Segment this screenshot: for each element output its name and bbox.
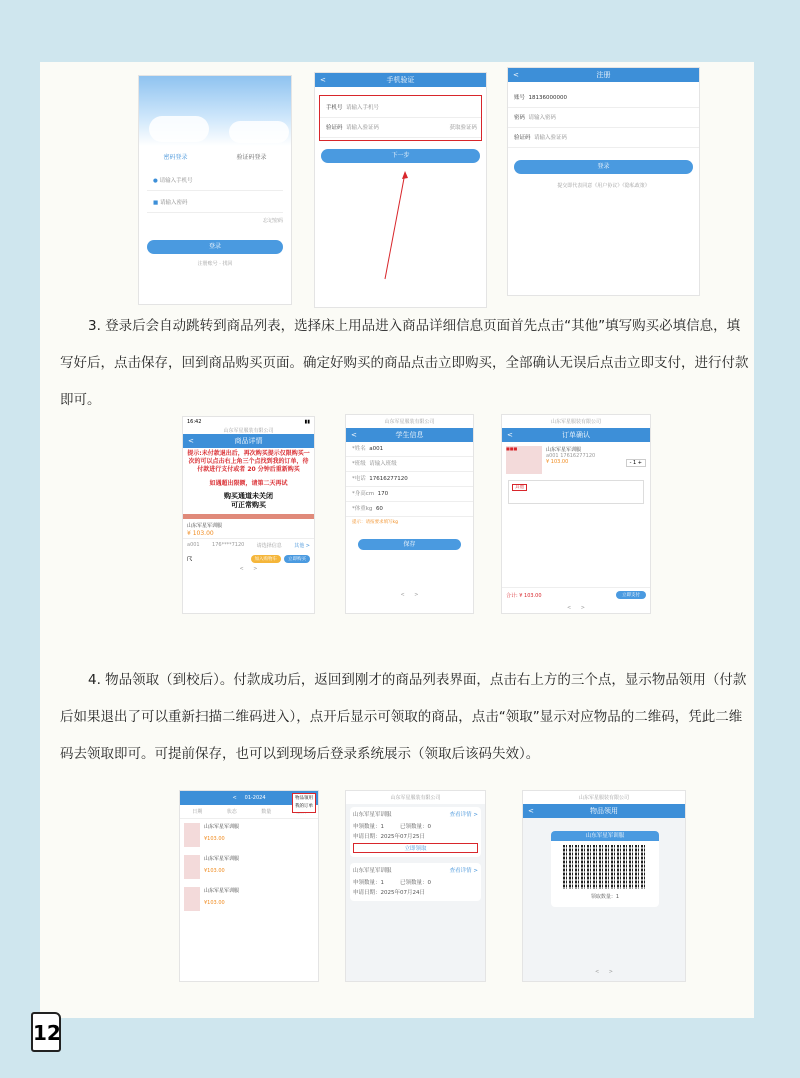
login-button[interactable]: 登录 [147, 240, 283, 254]
highlight-box [319, 95, 482, 141]
order-user: a001 [546, 453, 559, 459]
back-icon[interactable]: < [188, 437, 194, 445]
dropdown-menu [292, 793, 316, 813]
claimed-count: 已领数量：0 [400, 880, 431, 886]
forgot-link[interactable]: 忘记密码 [262, 218, 283, 224]
next-button[interactable]: 下一步 [321, 149, 480, 163]
channel-open-text: 购买通道未关闭 可正常购买 [224, 492, 273, 509]
request-date: 申请日期：2025年07月24日 [353, 890, 425, 896]
tab-code-login[interactable]: 验证码登录 [236, 154, 267, 161]
verify-title: 手机验证 [386, 76, 415, 84]
phone-input[interactable]: 请输入手机号 [346, 105, 380, 111]
item-price: ¥103.00 [204, 836, 225, 842]
page-number: 12 [31, 1012, 61, 1052]
qrcode-title: 物品领用 [590, 807, 618, 815]
register-button[interactable]: 登录 [514, 160, 693, 174]
claim-card [350, 807, 481, 857]
screenshot-qrcode [522, 790, 686, 982]
code-label: 验证码 [514, 135, 531, 141]
code-label: 验证码 [326, 125, 343, 131]
screenshot-claim-list [345, 790, 486, 982]
account-input[interactable]: 18136000000 [528, 95, 568, 101]
qrcode-product: 山东军星军训服 [551, 831, 659, 841]
col-status: 状态 [226, 809, 237, 815]
quantity-value: 1 [633, 460, 637, 466]
save-button[interactable]: 保存 [358, 539, 461, 550]
list-date: 01-2024 [244, 795, 266, 801]
login-banner [139, 76, 291, 146]
company-name: 山东军星服装有限公司 [223, 428, 274, 434]
password-input[interactable]: 请输入密码 [528, 115, 557, 121]
code-input[interactable]: 请输入验证码 [346, 125, 380, 131]
claimed-count: 已领数量：0 [400, 824, 431, 830]
weight-label: *体重kg [352, 506, 373, 512]
claim-count: 领取数量：1 [590, 894, 620, 900]
order-total: 合计: ¥ 103.00 [506, 592, 542, 599]
screenshot-login [138, 75, 292, 305]
other-link[interactable]: 其他 > [294, 543, 310, 549]
name-input[interactable]: a001 [369, 446, 384, 452]
other-info: 请选择信息 [256, 543, 282, 549]
back-icon[interactable]: < [320, 76, 326, 84]
nav-arrows[interactable]: < > [400, 592, 419, 598]
request-count: 申领数量：1 [353, 824, 384, 830]
phone-input[interactable]: 请输入手机号 [159, 178, 193, 184]
menu-item-orders[interactable]: 我的订单 [295, 804, 313, 809]
back-icon[interactable]: < [528, 807, 534, 815]
class-label: *班级 [352, 461, 366, 467]
detail-title: 商品详情 [234, 437, 263, 445]
claim-button[interactable]: 立即领取 [353, 843, 478, 853]
lock-icon: ■ [153, 200, 160, 206]
menu-item-claim[interactable]: 物品领用 [295, 796, 313, 801]
back-icon[interactable]: < [507, 431, 513, 439]
student-title: 学生信息 [395, 431, 424, 439]
company-name: 山东军星服装有限公司 [550, 419, 601, 425]
name-label: *姓名 [352, 446, 366, 452]
item-thumbnail [184, 823, 200, 847]
agreement-text: 提交即代表同意《用户协议》《隐私政策》 [557, 183, 650, 189]
weight-input[interactable]: 60 [375, 506, 383, 512]
other-tag[interactable]: 其他 [512, 484, 527, 491]
buy-now-button[interactable]: 立即购买 [284, 555, 310, 563]
order-phone: 17616277120 [560, 453, 596, 459]
send-code-button[interactable]: 获取验证码 [449, 125, 477, 131]
class-input[interactable]: 请输入班级 [369, 461, 397, 467]
nav-arrows[interactable]: < > [595, 969, 613, 975]
card-title: 山东军星军训服 [353, 812, 392, 818]
item-price: ¥103.00 [204, 868, 225, 874]
detail-link[interactable]: 查看详情 > [449, 812, 478, 818]
back-icon[interactable]: < [351, 431, 357, 439]
order-info-box [508, 480, 644, 504]
company-name: 山东军星服装有限公司 [384, 419, 435, 425]
screenshot-verify [314, 72, 487, 308]
screenshot-product-list [179, 790, 319, 982]
status-time: 16:42 [187, 419, 202, 425]
list-item[interactable] [180, 819, 318, 851]
item-name: 山东军星军训服 [204, 888, 240, 894]
quantity-stepper[interactable]: - 1 + [626, 459, 646, 467]
weight-tip: 提示：请按要求填写kg [352, 520, 398, 525]
arrow-annotation [315, 169, 487, 289]
tab-password-login[interactable]: 密码登录 [163, 154, 188, 161]
screenshot-product-detail [182, 416, 315, 614]
order-title: 订单确认 [562, 431, 590, 439]
notice-text: 提示:未付款退出后，再次购买提示仅限购买一次的可以点击右上角三个点找到我的订单，待付款进行支付或者 20 分钟后重新购买 [187, 450, 310, 473]
company-name: 山东军星服装有限公司 [346, 791, 485, 804]
password-label: 密码 [514, 115, 526, 121]
item-thumbnail [184, 887, 200, 911]
col-date: 日期 [192, 809, 203, 815]
nav-arrows[interactable]: < > [567, 605, 585, 611]
request-count: 申领数量：1 [353, 880, 384, 886]
item-thumbnail [184, 855, 200, 879]
qrcode-card [551, 831, 659, 907]
request-date: 申请日期：2025年07月25日 [353, 834, 425, 840]
step3-paragraph: 3. 登录后会自动跳转到商品列表，选择床上用品进入商品详细信息页面首先点击“其他”填写购买必填信息，填写好后，点击保存，回到商品购买页面。确定好购买的商品点击立即购买，全部确认无误后点击立即支付，进行付款即可。 [60, 318, 749, 408]
list-item[interactable] [180, 883, 318, 915]
claim-card [350, 863, 481, 901]
item-name: 山东军星军训服 [204, 824, 240, 830]
pay-now-button[interactable]: 立即支付 [616, 591, 646, 599]
item-price: ¥103.00 [204, 900, 225, 906]
detail-link[interactable]: 查看详情 > [449, 868, 478, 874]
order-price: ¥ 103.00 [546, 459, 569, 465]
user-phone: 176****7120 [212, 542, 245, 548]
card-title: 山东军星军训服 [353, 868, 392, 874]
phone-input[interactable]: 17616277120 [369, 476, 408, 482]
limit-text: 如遇超出限额，请第二天再试 [209, 480, 288, 487]
list-item[interactable] [180, 851, 318, 883]
phone-label: 手机号 [326, 105, 343, 111]
item-name: 山东军星军训服 [204, 856, 240, 862]
back-icon[interactable]: < [232, 795, 237, 801]
product-thumbnail: ■■■ [506, 446, 542, 474]
screenshot-student-info [345, 414, 474, 614]
add-cart-button[interactable]: 加入购物车 [251, 555, 282, 563]
register-title: 注册 [596, 71, 611, 79]
password-input[interactable]: 请输入密码 [159, 200, 188, 206]
back-icon[interactable]: < [513, 71, 519, 79]
user-name: a001 [187, 542, 200, 548]
phone-label: *电话 [352, 476, 366, 482]
screenshot-order-confirm [501, 414, 651, 614]
col-qty: 数量 [261, 809, 272, 815]
product-name: 山东军星军训服 [546, 447, 582, 453]
user-icon: ● [153, 178, 160, 184]
height-input[interactable]: 170 [377, 491, 389, 497]
company-name: 山东军星服装有限公司 [523, 791, 685, 804]
signal-icon: ▮▮ [304, 419, 310, 425]
nav-arrows[interactable]: < > [239, 566, 258, 572]
cart-icon[interactable]: ☈ [187, 555, 193, 563]
step4-paragraph: 4. 物品领取（到校后）。付款成功后，返回到刚才的商品列表界面，点击右上方的三个点，显示物品领用（付款后如果退出了可以重新扫描二维码进入），点开后显示可领取的商品，点击“领取”显示对应物品的二维码，凭此二维码去领取即可。可提前保存，也可以到现场后登录系统展示（领取后该码失效）。 [60, 672, 747, 762]
code-input[interactable]: 请输入验证码 [534, 135, 568, 141]
qrcode-image [563, 845, 647, 889]
height-label: *身高cm [352, 491, 375, 497]
account-label: 账号 [514, 95, 526, 101]
screenshot-register [507, 67, 700, 296]
register-link[interactable]: 注册账号 · 找回 [197, 261, 233, 267]
product-name: 山东军星军训服 [187, 523, 223, 529]
product-price: ¥ 103.00 [187, 530, 214, 537]
